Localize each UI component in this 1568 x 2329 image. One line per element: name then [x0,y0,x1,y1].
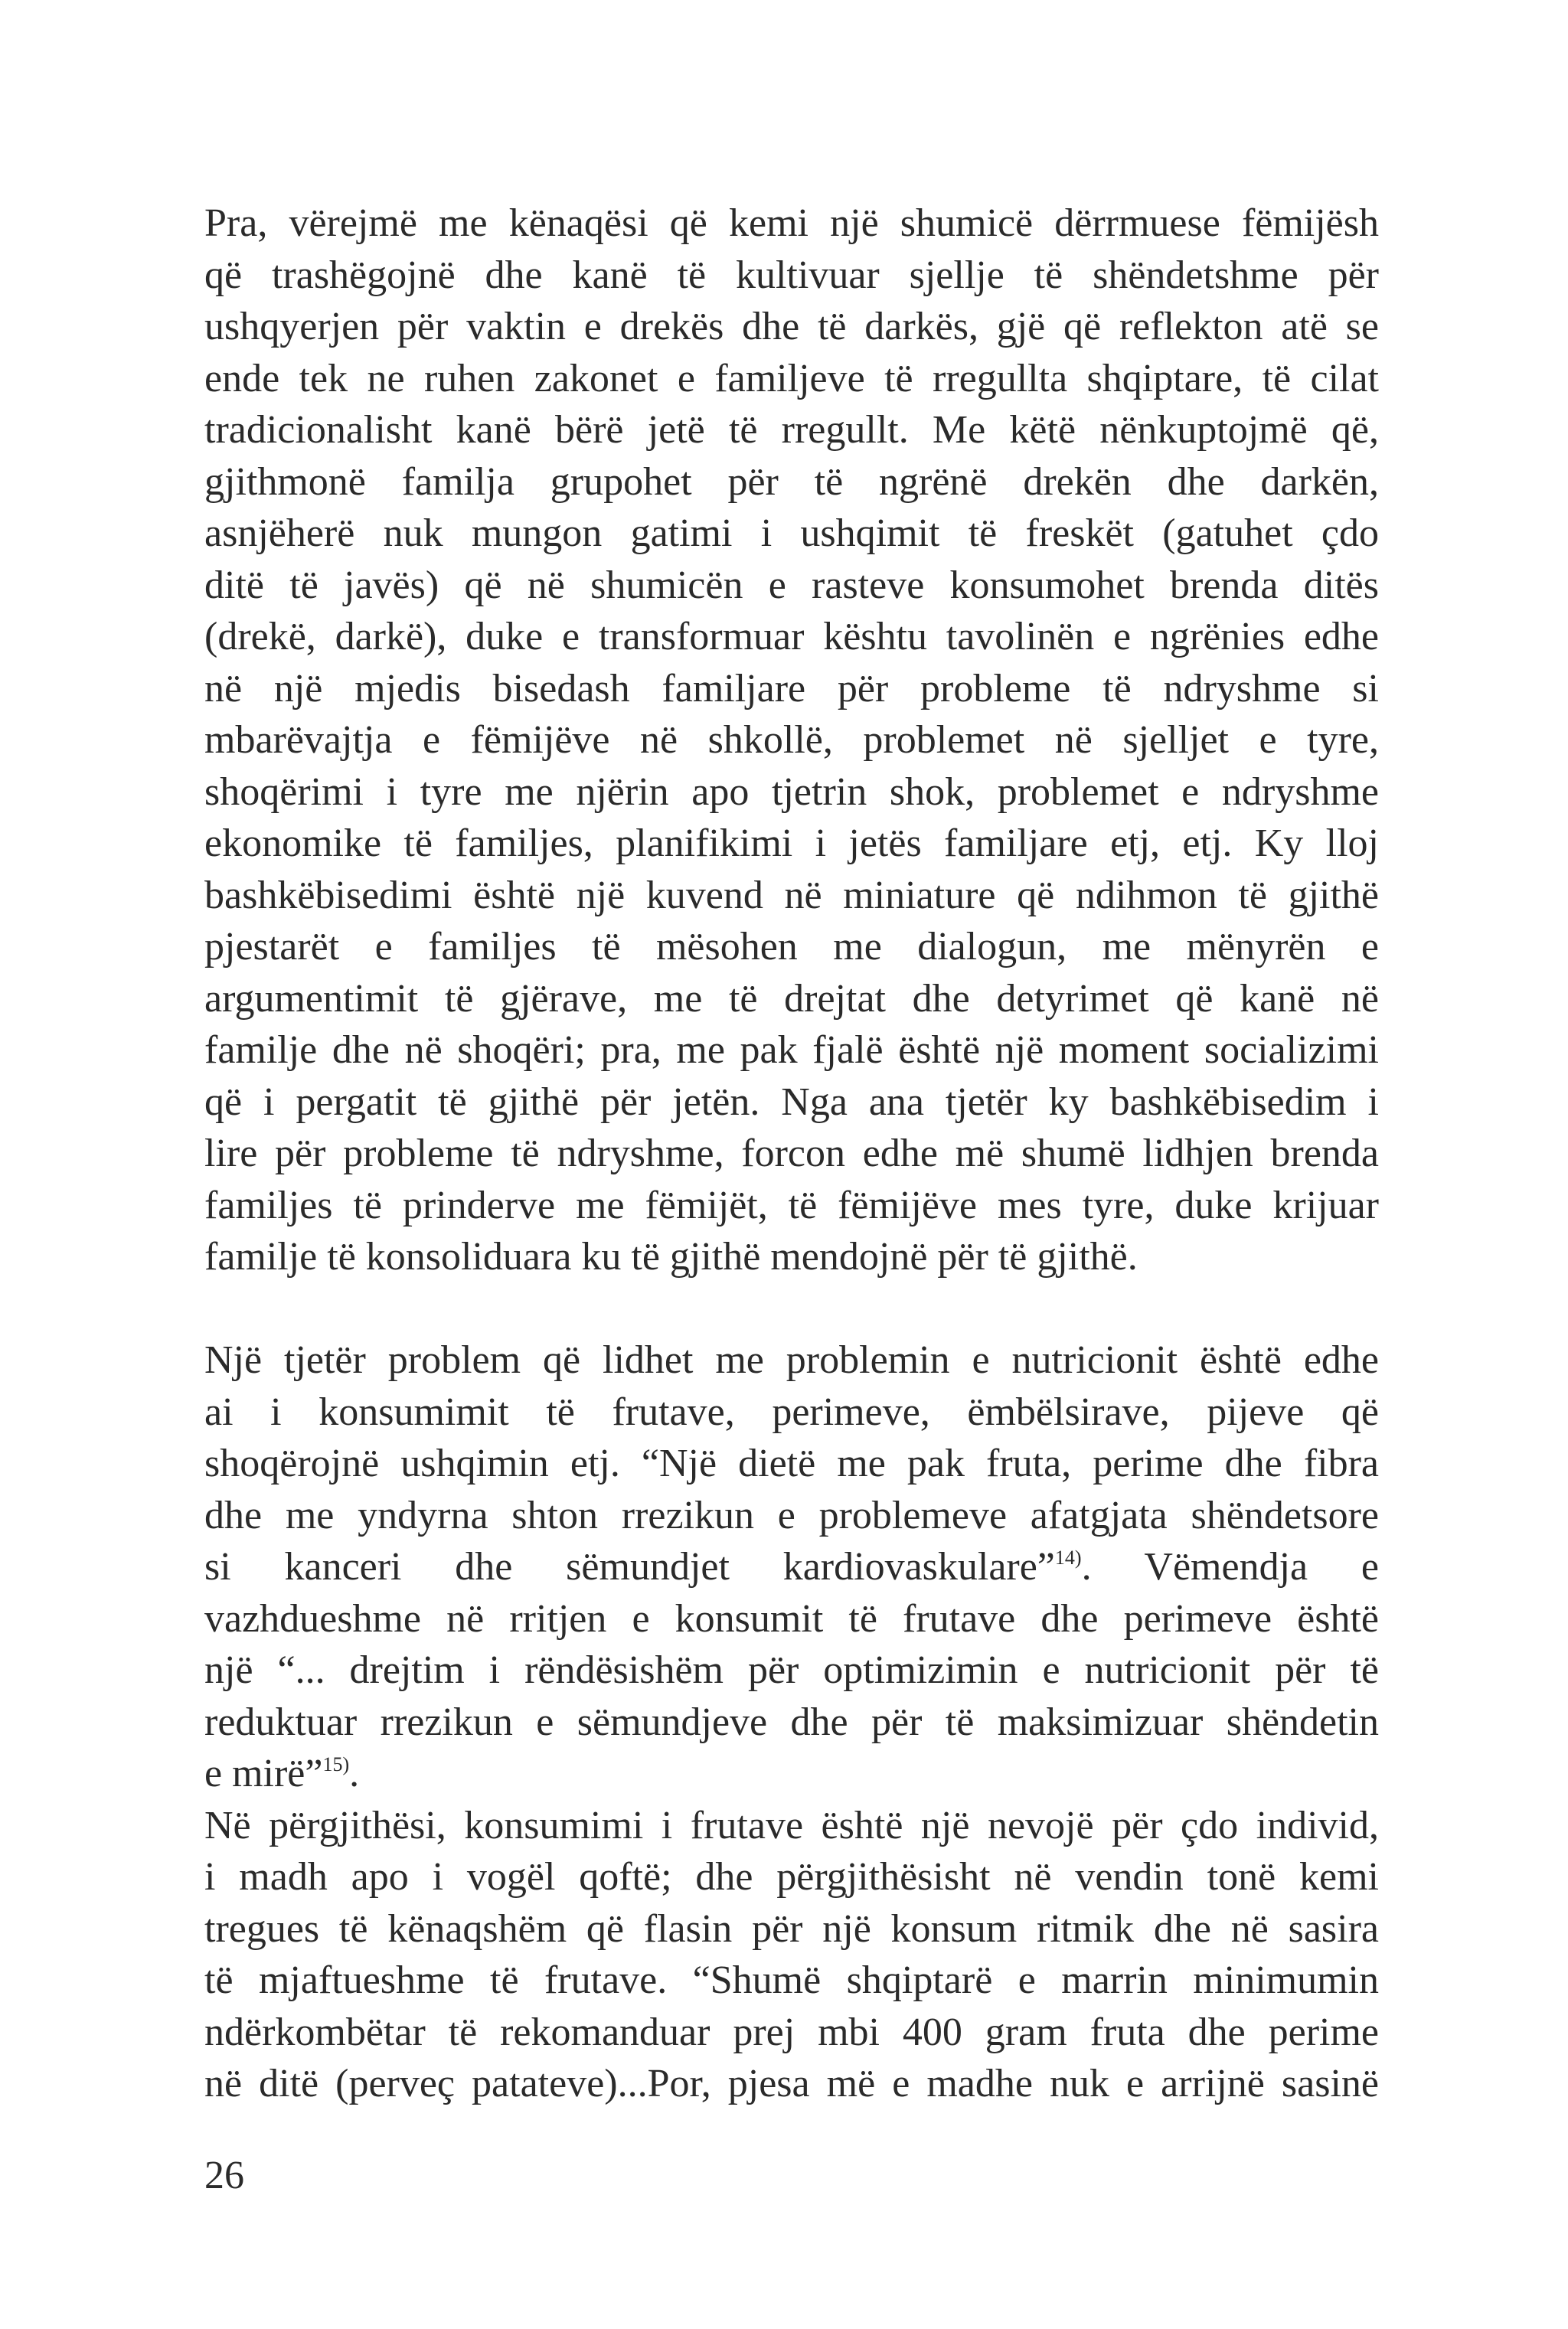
text-line: i madh apo i vogël qoftë; dhe përgjithësisht në vendin tonë kemi [204,1855,1379,1899]
text-line: Pra, vërejmë me kënaqësi që kemi një shumicë dërrmuese fëmijësh [204,201,1379,245]
text-line: ditë të javës) që në shumicën e rasteve konsumohet brenda ditës [204,563,1379,607]
text-line: një “... drejtim i rëndësishëm për optimizimin e nutricionit për të [204,1648,1379,1692]
page-number: 26 [204,2154,244,2197]
text-line: pjestarët e familjes të mësohen me dialogun, me mënyrën e [204,925,1379,969]
text-line: shoqërojnë ushqimin etj. “Një dietë me pak fruta, perime dhe fibra [204,1442,1379,1485]
text-fragment: . Vëmendja e [1081,1545,1379,1589]
body-text [204,198,1379,2110]
paragraph-2 [204,1334,1379,1800]
text-line: ekonomike të familjes, planifikimi i jetës familjare etj, etj. Ky lloj [204,822,1379,865]
text-line: shoqërimi i tyre me njërin apo tjetrin shok, problemet e ndryshme [204,769,1379,814]
text-line: që trashëgojnë dhe kanë të kultivuar sjellje të shëndetshme për [204,253,1379,297]
paragraph-1 [204,198,1379,1283]
footnote-ref-15: 15) [322,1753,350,1775]
text-line: (drekë, darkë), duke e transformuar kështu tavolinën e ngrënies edhe [204,615,1379,658]
text-line: gjithmonë familja grupohet për të ngrënë drekën dhe darkën, [204,459,1379,504]
text-line: familje të konsoliduara ku të gjithë mendojnë për të gjithë. [204,1235,1138,1279]
text-line: dhe me yndyrna shton rrezikun e problemeve afatgjata shëndetsore [204,1493,1379,1537]
text-line: në një mjedis bisedash familjare për probleme të ndryshme si [204,666,1379,710]
text-line: ndërkombëtar të rekomanduar prej mbi 400 gram fruta dhe perime [204,2010,1379,2054]
text-fragment: si kanceri dhe sëmundjet kardiovaskulare” [204,1545,1055,1589]
text-line: reduktuar rrezikun e sëmundjeve dhe për të maksimizuar shëndetin [204,1700,1379,1744]
text-line: argumentimit të gjërave, me të drejtat dhe detyrimet që kanë në [204,976,1379,1021]
text-line: Në përgjithësi, konsumimi i frutave është një nevojë për çdo individ, [204,1803,1379,1847]
text-line: që i pergatit të gjithë për jetën. Nga ana tjetër ky bashkëbisedim i [204,1080,1379,1124]
text-line: Një tjetër problem që lidhet me problemin e nutricionit është edhe [204,1338,1379,1382]
text-line: familje dhe në shoqëri; pra, me pak fjalë është një moment socializimi [204,1028,1379,1072]
paragraph-3 [204,1800,1379,2110]
text-line: ushqyerjen për vaktin e drekës dhe të darkës, gjë që reflekton atë se [204,305,1379,348]
text-fragment: e mirë” [204,1752,323,1795]
paragraph-gap [204,1283,1379,1335]
footnote-ref-14: 14) [1054,1547,1082,1569]
text-line: lire për probleme të ndryshme, forcon edhe më shumë lidhjen brenda [204,1132,1379,1175]
text-line: në ditë (perveç patateve)...Por, pjesa më e madhe nuk e arrijnë sasinë [204,2062,1379,2105]
text-line: familjes të prinderve me fëmijët, të fëmijëve mes tyre, duke krijuar [204,1183,1379,1227]
text-line-with-footnote [204,1541,1379,1593]
text-line: të mjaftueshme të frutave. “Shumë shqiptarë e marrin minimumin [204,1958,1379,2002]
text-line: tregues të kënaqshëm që flasin për një konsum ritmik dhe në sasira [204,1906,1379,1951]
text-line: bashkëbisedimi është një kuvend në miniature që ndihmon të gjithë [204,873,1379,917]
text-line: mbarëvajtja e fëmijëve në shkollë, problemet në sjelljet e tyre, [204,718,1379,762]
text-fragment: . [349,1752,360,1795]
text-line: tradicionalisht kanë bërë jetë të rregullt. Me këtë nënkuptojmë që, [204,408,1379,452]
text-line: ai i konsumimit të frutave, perimeve, ëmbëlsirave, pijeve që [204,1390,1379,1434]
text-line: vazhdueshme në rritjen e konsumit të frutave dhe perimeve është [204,1596,1379,1641]
text-line: asnjëherë nuk mungon gatimi i ushqimit të freskët (gatuhet çdo [204,511,1379,555]
text-line-with-footnote [204,1748,1379,1800]
text-line: ende tek ne ruhen zakonet e familjeve të rregullta shqiptare, të cilat [204,356,1379,400]
